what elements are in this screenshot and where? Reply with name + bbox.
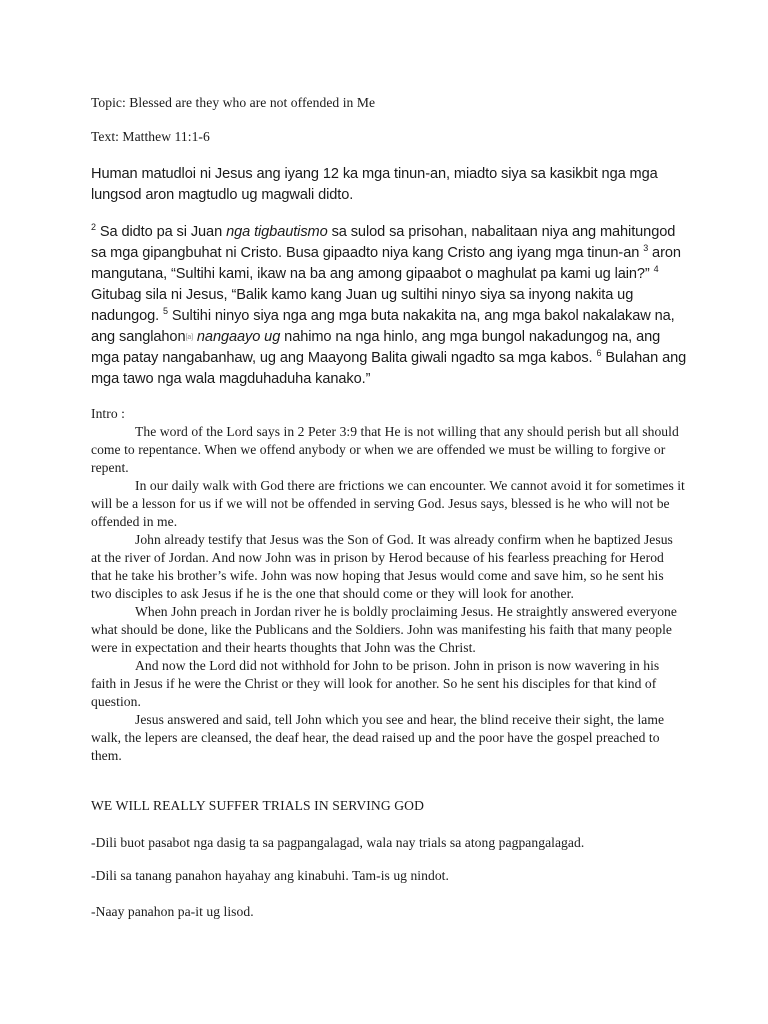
intro-body	[91, 423, 686, 765]
verse-number-5: 5	[163, 306, 168, 316]
verse-2-text-b: sa sulod sa prisohan, nabalitaan niya ang mahitungod sa mga gipangbuhat ni Cristo. Busa gipaadto niya kang Cristo ang iyang mga tinun-an	[91, 224, 676, 261]
bullet-line: -Dili buot pasabot nga dasig ta sa pagpangalagad, wala nay trials sa atong pagpangalagad.	[91, 835, 585, 850]
verse-5-text-b: nahimo na nga hinlo, ang mga bungol nakadungog na, ang mga patay nangabanhaw, ug ang Maayong Balita giwali ngadto sa mga kabos.	[91, 329, 661, 366]
verse-6-text: Bulahan ang mga tawo nga wala magduhaduha kanako.”	[91, 350, 687, 387]
intro-paragraph: The word of the Lord says in 2 Peter 3:9 that He is not willing that any should perish but all should come to repentance. When we offend anybody or when we are offended we must be willing to forgive or repent.	[91, 424, 679, 475]
intro-label: Intro :	[91, 406, 125, 421]
verse-5-text-a: Sultihi ninyo siya nga ang mga buta nakakita na, ang mga bakol nakalakaw na, ang sanglahon	[91, 308, 675, 345]
verse-number-2: 2	[91, 222, 96, 232]
intro-paragraph: Jesus answered and said, tell John which you see and hear, the blind receive their sight, the lame walk, the lepers are cleansed, the deaf hear, the dead raised up and the poor have the gospel preached to them.	[91, 712, 665, 763]
section-heading: WE WILL REALLY SUFFER TRIALS IN SERVING GOD	[91, 798, 424, 813]
verse-number-4: 4	[653, 264, 659, 274]
verse-2-text-a: Sa didto pa si Juan	[95, 224, 227, 240]
verse-3-text: aron mangutana, “Sultihi kami, ikaw na ba ang among gipaabot o maghulat pa kami ug lain?”	[91, 245, 681, 282]
text-reference: Text: Matthew 11:1-6	[91, 129, 210, 144]
verse-1-paragraph: Human matudloi ni Jesus ang iyang 12 ka mga tinun-an, miadto siya sa kasikbit nga mga lungsod aron magtudlo ug magwali didto.	[91, 166, 658, 203]
footnote-marker: [a]	[185, 334, 193, 341]
verse-5-italic: nangaayo ug	[192, 329, 281, 345]
verse-4-text: Gitubag sila ni Jesus, “Balik kamo kang Juan ug sultihi ninyo siya sa inyong nakita ug nadungog.	[91, 287, 634, 324]
intro-paragraph: When John preach in Jordan river he is boldly proclaiming Jesus. He straightly answered everyone what should be done, like the Publicans and the Soldiers. John was manifesting his faith that many people were in expectation and their hearts thoughts that John was the Christ.	[91, 604, 677, 655]
verses-2-6-paragraph	[91, 222, 691, 390]
intro-paragraph: In our daily walk with God there are frictions we can encounter. We cannot avoid it for sometimes it will be a lesson for us if we will not be offended in serving God. Jesus says, blessed is he who will not be offended in me.	[91, 478, 685, 529]
bullet-line: -Naay panahon pa-it ug lisod.	[91, 904, 254, 919]
verse-number-6: 6	[596, 348, 602, 358]
verse-2-italic: nga tigbautismo	[226, 224, 328, 240]
intro-paragraph: And now the Lord did not withhold for John to be prison. John in prison is now wavering in his faith in Jesus if he were the Christ or they will look for another. So he sent his disciples for that kind of question.	[91, 658, 660, 709]
verse-number-3: 3	[643, 243, 649, 253]
bullet-line: -Dili sa tanang panahon hayahay ang kinabuhi. Tam-is ug nindot.	[91, 868, 449, 883]
topic-line: Topic: Blessed are they who are not offended in Me	[91, 95, 376, 110]
intro-paragraph: John already testify that Jesus was the Son of God. It was already confirm when he baptized Jesus at the river of Jordan. And now John was in prison by Herod because of his fearless preaching for Herod that he take his brother’s wife. John was now hoping that Jesus would come and save him, so he sent his two disciples to ask Jesus if he is the one that should come or they will look for another.	[91, 532, 673, 601]
